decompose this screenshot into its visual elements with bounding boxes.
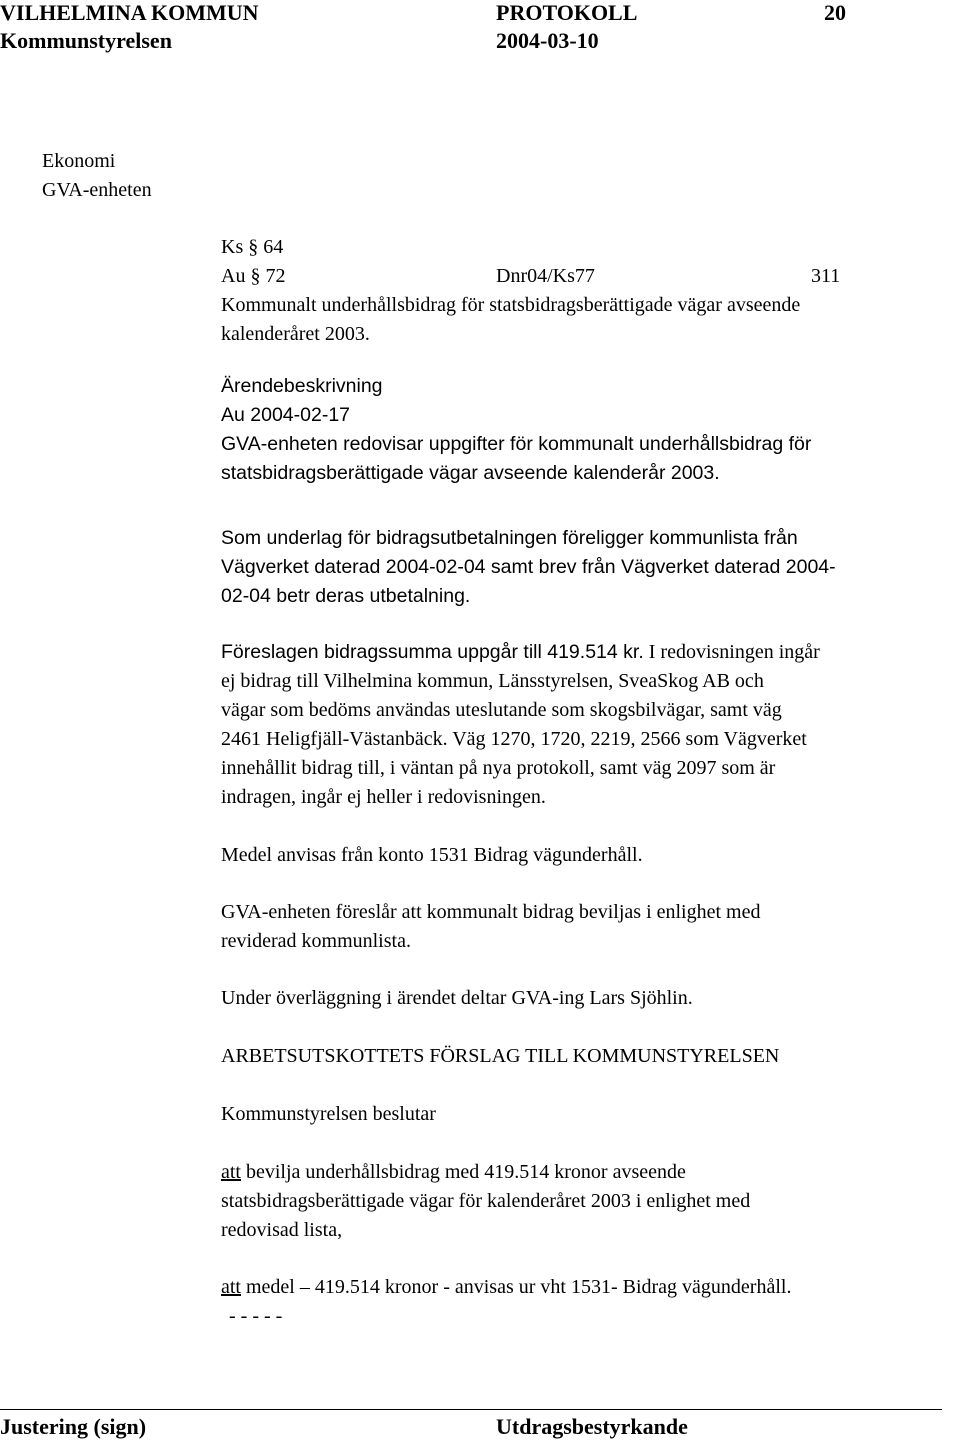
document-type: PROTOKOLL [496, 0, 638, 25]
diary-number: Dnr04/Ks77 [496, 265, 595, 287]
paragraph-underlag [221, 524, 836, 611]
meeting-date: 2004-03-10 [496, 28, 599, 53]
municipality-name: VILHELMINA KOMMUN [0, 0, 259, 25]
paragraph-line: ej bidrag till Vilhelmina kommun, Länsstyrelsen, SveaSkog AB och [221, 670, 764, 692]
decision-line: bevilja underhållsbidrag med 419.514 kronor avseende [241, 1161, 686, 1183]
paragraph-medel: Medel anvisas från konto 1531 Bidrag vägunderhåll. [221, 844, 643, 866]
case-title-line: Kommunalt underhållsbidrag för statsbidragsberättigade vägar avseende [221, 294, 801, 316]
case-title-line: kalenderåret 2003. [221, 323, 370, 345]
recipient-ekonomi: Ekonomi [42, 150, 116, 172]
paragraph-line: 2461 Heligfjäll-Västanbäck. Väg 1270, 1720, 2219, 2566 som Vägverket [221, 728, 807, 750]
decision-line: statsbidragsberättigade vägar för kalenderåret 2003 i enlighet med [221, 1190, 751, 1212]
paragraph-line: 02-04 betr deras utbetalning. [221, 585, 471, 607]
paragraph-forslag [221, 898, 760, 956]
au-proposal-heading: ARBETSUTSKOTTETS FÖRSLAG TILL KOMMUNSTYRELSEN [221, 1045, 780, 1067]
paragraph-line: vägar som bedöms användas uteslutande som skogsbilvägar, samt väg [221, 699, 782, 721]
paragraph-line: innehållit bidrag till, i väntan på nya protokoll, samt väg 2097 som är [221, 757, 776, 779]
paragraph-line: GVA-enheten föreslår att kommunalt bidrag beviljas i enlighet med [221, 901, 761, 923]
ks-paragraph: Ks § 64 [221, 236, 284, 258]
paragraph-line: indragen, ingår ej heller i redovisningen. [221, 786, 546, 808]
description-line: Au 2004-02-17 [221, 404, 351, 426]
description-line: GVA-enheten redovisar uppgifter för kommunalt underhållsbidrag för [221, 433, 812, 455]
au-paragraph: Au § 72 [221, 265, 286, 287]
case-description [221, 372, 811, 488]
paragraph-line: I redovisningen ingår [643, 641, 820, 663]
archive-code: 311 [811, 265, 841, 287]
committee-name: Kommunstyrelsen [0, 28, 172, 53]
decision-2 [221, 1273, 791, 1302]
footer-utdragsbestyrkande: Utdragsbestyrkande [496, 1414, 688, 1439]
att-keyword: att [221, 1161, 241, 1183]
paragraph-line: Vägverket daterad 2004-02-04 samt brev från Vägverket daterad 2004- [221, 556, 836, 578]
att-keyword: att [221, 1276, 241, 1298]
description-line: statsbidragsberättigade vägar avseende kalenderår 2003. [221, 462, 720, 484]
page-number: 20 [824, 0, 846, 25]
description-heading: Ärendebeskrivning [221, 375, 383, 397]
decision-1 [221, 1158, 750, 1245]
paragraph-line: reviderad kommunlista. [221, 930, 411, 952]
recipient-gva: GVA-enheten [42, 179, 152, 201]
end-marks: - - - - - [229, 1305, 283, 1327]
decision-line: redovisad lista, [221, 1219, 343, 1241]
paragraph-line: Som underlag för bidragsutbetalningen föreligger kommunlista från [221, 527, 798, 549]
ks-decides: Kommunstyrelsen beslutar [221, 1103, 436, 1125]
proposed-sum-text: Föreslagen bidragssumma uppgår till 419.514 kr. [221, 641, 644, 663]
paragraph-summa [221, 638, 820, 812]
footer-justering: Justering (sign) [0, 1414, 147, 1439]
decision-line: medel – 419.514 kronor - anvisas ur vht 1531- Bidrag vägunderhåll. [241, 1276, 792, 1298]
footer-divider [0, 1409, 942, 1410]
case-title [221, 291, 800, 349]
paragraph-overlaggning: Under överläggning i ärendet deltar GVA-ing Lars Sjöhlin. [221, 987, 693, 1009]
